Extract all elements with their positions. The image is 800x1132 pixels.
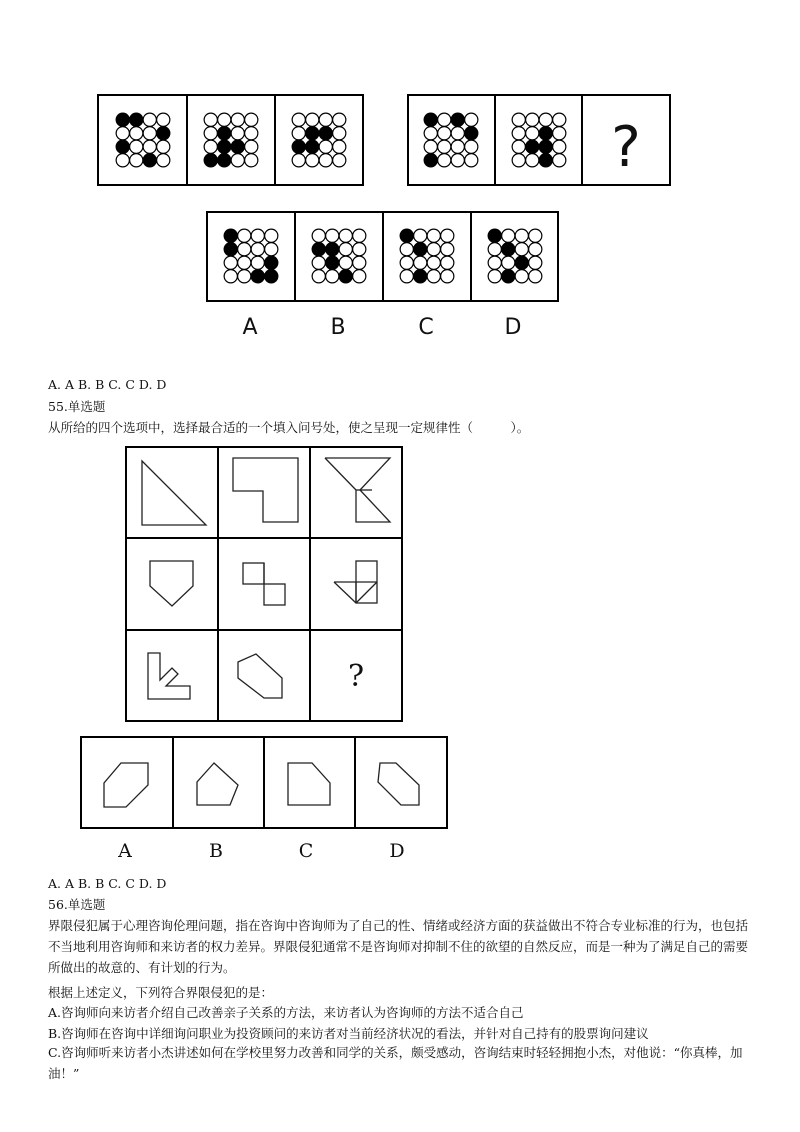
empty-dot xyxy=(414,229,427,242)
empty-dot xyxy=(526,113,539,126)
q55-option-label-d: D xyxy=(389,840,405,862)
empty-dot xyxy=(231,113,244,126)
empty-dot xyxy=(465,113,478,126)
empty-dot xyxy=(130,140,143,153)
filled-dot xyxy=(306,140,319,153)
filled-dot xyxy=(218,140,231,153)
empty-dot xyxy=(441,229,454,242)
filled-dot xyxy=(424,113,437,126)
empty-dot xyxy=(353,270,366,283)
empty-dot xyxy=(312,256,325,269)
q55-grid-cell xyxy=(126,447,218,538)
q55-grid-cell xyxy=(218,630,310,721)
filled-dot xyxy=(265,256,278,269)
q55-grid-cell xyxy=(218,447,310,538)
empty-dot xyxy=(424,140,437,153)
filled-dot xyxy=(143,154,156,167)
empty-dot xyxy=(333,154,346,167)
filled-dot xyxy=(224,243,237,256)
empty-dot xyxy=(529,270,542,283)
empty-dot xyxy=(438,127,451,140)
q54-question-mark: ? xyxy=(611,115,641,180)
empty-dot xyxy=(427,229,440,242)
filled-dot xyxy=(414,270,427,283)
empty-dot xyxy=(319,140,332,153)
empty-dot xyxy=(400,256,413,269)
filled-dot xyxy=(502,270,515,283)
filled-dot xyxy=(414,243,427,256)
empty-dot xyxy=(204,127,217,140)
empty-dot xyxy=(312,270,325,283)
q54-cell-5 xyxy=(495,95,582,185)
empty-dot xyxy=(414,256,427,269)
empty-dot xyxy=(251,243,264,256)
q54-option-label-c: C xyxy=(418,315,434,340)
empty-dot xyxy=(245,140,258,153)
empty-dot xyxy=(265,229,278,242)
empty-dot xyxy=(245,127,258,140)
empty-dot xyxy=(157,154,170,167)
empty-dot xyxy=(265,243,278,256)
empty-dot xyxy=(292,127,305,140)
empty-dot xyxy=(515,243,528,256)
empty-dot xyxy=(465,154,478,167)
empty-dot xyxy=(251,229,264,242)
empty-dot xyxy=(502,229,515,242)
empty-dot xyxy=(553,113,566,126)
empty-dot xyxy=(502,256,515,269)
empty-dot xyxy=(116,154,129,167)
filled-dot xyxy=(116,140,129,153)
empty-dot xyxy=(526,154,539,167)
q56-option-c[interactable]: C.咨询师听来访者小杰讲述如何在学校里努力改善和同学的关系，颇受感动，咨询结束时轻轻拥抱小杰，对他说：“你真棒，加油！” xyxy=(48,1045,743,1081)
empty-dot xyxy=(157,140,170,153)
empty-dot xyxy=(245,113,258,126)
filled-dot xyxy=(526,140,539,153)
empty-dot xyxy=(143,113,156,126)
filled-dot xyxy=(465,127,478,140)
q54-cell-1 xyxy=(98,95,187,185)
empty-dot xyxy=(231,127,244,140)
empty-dot xyxy=(204,113,217,126)
q55-option-label-a: A xyxy=(118,840,132,862)
empty-dot xyxy=(238,243,251,256)
empty-dot xyxy=(512,140,525,153)
empty-dot xyxy=(553,127,566,140)
filled-dot xyxy=(312,243,325,256)
empty-dot xyxy=(339,256,352,269)
empty-dot xyxy=(553,140,566,153)
empty-dot xyxy=(333,140,346,153)
q55-option-label-b: B xyxy=(209,840,223,862)
q56-option-b[interactable]: B.咨询师在咨询中详细询问职业为投资顾问的来访者对当前经济状况的看法，并针对自己持有的股票询问建议 xyxy=(48,1026,649,1041)
empty-dot xyxy=(451,127,464,140)
q54-option-c-cell xyxy=(383,212,471,301)
empty-dot xyxy=(238,270,251,283)
empty-dot xyxy=(451,140,464,153)
empty-dot xyxy=(251,256,264,269)
empty-dot xyxy=(319,113,332,126)
q55-stem: 从所给的四个选项中，选择最合适的一个填入问号处，使之呈现一定规律性（ ）。 xyxy=(48,420,530,435)
empty-dot xyxy=(238,256,251,269)
empty-dot xyxy=(529,256,542,269)
empty-dot xyxy=(529,243,542,256)
filled-dot xyxy=(539,154,552,167)
empty-dot xyxy=(326,270,339,283)
empty-dot xyxy=(427,256,440,269)
empty-dot xyxy=(306,154,319,167)
filled-dot xyxy=(319,127,332,140)
empty-dot xyxy=(353,256,366,269)
empty-dot xyxy=(438,154,451,167)
q55-option-a-cell xyxy=(81,737,173,828)
q54-answer-choices[interactable]: A. A B. B C. C D. D xyxy=(48,377,167,392)
empty-dot xyxy=(292,113,305,126)
filled-dot xyxy=(539,140,552,153)
empty-dot xyxy=(441,243,454,256)
empty-dot xyxy=(306,113,319,126)
filled-dot xyxy=(292,140,305,153)
q55-option-b-cell xyxy=(173,737,264,828)
q54-option-label-b: B xyxy=(330,315,346,340)
empty-dot xyxy=(326,229,339,242)
empty-dot xyxy=(312,229,325,242)
empty-dot xyxy=(512,154,525,167)
empty-dot xyxy=(333,113,346,126)
filled-dot xyxy=(218,127,231,140)
filled-dot xyxy=(326,256,339,269)
empty-dot xyxy=(488,270,501,283)
filled-dot xyxy=(488,229,501,242)
q55-figure xyxy=(0,440,800,870)
q55-option-c-cell xyxy=(264,737,355,828)
empty-dot xyxy=(427,243,440,256)
filled-dot xyxy=(451,113,464,126)
empty-dot xyxy=(116,127,129,140)
empty-dot xyxy=(339,229,352,242)
empty-dot xyxy=(130,127,143,140)
empty-dot xyxy=(353,243,366,256)
empty-dot xyxy=(353,229,366,242)
filled-dot xyxy=(424,154,437,167)
empty-dot xyxy=(157,113,170,126)
empty-dot xyxy=(553,154,566,167)
empty-dot xyxy=(143,127,156,140)
filled-dot xyxy=(539,127,552,140)
q54-option-d-cell xyxy=(471,212,558,301)
filled-dot xyxy=(224,229,237,242)
empty-dot xyxy=(292,154,305,167)
filled-dot xyxy=(251,270,264,283)
filled-dot xyxy=(204,154,217,167)
q56-number-type: 56.单选题 xyxy=(48,897,106,912)
q54-option-label-a: A xyxy=(242,315,258,340)
empty-dot xyxy=(319,154,332,167)
empty-dot xyxy=(526,127,539,140)
q55-grid-cell xyxy=(126,630,218,721)
filled-dot xyxy=(502,243,515,256)
empty-dot xyxy=(451,154,464,167)
empty-dot xyxy=(424,127,437,140)
filled-dot xyxy=(265,270,278,283)
q55-answer-choices[interactable]: A. A B. B C. C D. D xyxy=(48,876,167,891)
empty-dot xyxy=(339,243,352,256)
empty-dot xyxy=(130,154,143,167)
filled-dot xyxy=(157,127,170,140)
empty-dot xyxy=(231,154,244,167)
q54-option-a-cell xyxy=(207,212,295,301)
empty-dot xyxy=(218,113,231,126)
filled-dot xyxy=(339,270,352,283)
q54-cell-4 xyxy=(408,95,495,185)
filled-dot xyxy=(400,229,413,242)
filled-dot xyxy=(130,113,143,126)
empty-dot xyxy=(488,256,501,269)
empty-dot xyxy=(515,229,528,242)
empty-dot xyxy=(465,140,478,153)
filled-dot xyxy=(116,113,129,126)
q55-question-mark: ? xyxy=(347,659,365,694)
empty-dot xyxy=(441,256,454,269)
q54-figure-svg xyxy=(0,0,800,345)
empty-dot xyxy=(238,229,251,242)
empty-dot xyxy=(333,127,346,140)
q54-figure xyxy=(0,0,800,345)
empty-dot xyxy=(224,270,237,283)
q54-option-label-d: D xyxy=(504,315,522,340)
q55-number-type: 55.单选题 xyxy=(48,399,106,414)
filled-dot xyxy=(326,243,339,256)
empty-dot xyxy=(438,140,451,153)
filled-dot xyxy=(306,127,319,140)
q54-cell-3 xyxy=(275,95,363,185)
empty-dot xyxy=(224,256,237,269)
q55-option-d-cell xyxy=(355,737,447,828)
q55-option-label-c: C xyxy=(298,840,314,862)
filled-dot xyxy=(218,154,231,167)
empty-dot xyxy=(204,140,217,153)
filled-dot xyxy=(515,256,528,269)
empty-dot xyxy=(143,140,156,153)
empty-dot xyxy=(438,113,451,126)
empty-dot xyxy=(427,270,440,283)
q56-definition: 界限侵犯属于心理咨询伦理问题，指在咨询中咨询师为了自己的性、情绪或经济方面的获益做出不符合专业标准的行为，也包括不当地利用咨询师和来访者的权力差异。界限侵犯通常不是咨询师对抑制不住的欲望的自然反应，而是一种为了满足自己的需要所做出的故意的、有计划的行为。 xyxy=(48,918,749,975)
empty-dot xyxy=(512,127,525,140)
q56-prompt: 根据上述定义，下列符合界限侵犯的是： xyxy=(48,985,274,1000)
empty-dot xyxy=(400,243,413,256)
q54-option-b-cell xyxy=(295,212,383,301)
q55-figure-svg xyxy=(0,440,800,870)
empty-dot xyxy=(515,270,528,283)
empty-dot xyxy=(529,229,542,242)
filled-dot xyxy=(231,140,244,153)
empty-dot xyxy=(441,270,454,283)
empty-dot xyxy=(488,243,501,256)
empty-dot xyxy=(512,113,525,126)
q56-option-a[interactable]: A.咨询师向来访者介绍自己改善亲子关系的方法，来访者认为咨询师的方法不适合自己 xyxy=(48,1005,524,1020)
empty-dot xyxy=(245,154,258,167)
empty-dot xyxy=(539,113,552,126)
q55-grid-cell xyxy=(126,538,218,630)
empty-dot xyxy=(400,270,413,283)
q54-cell-2 xyxy=(187,95,275,185)
